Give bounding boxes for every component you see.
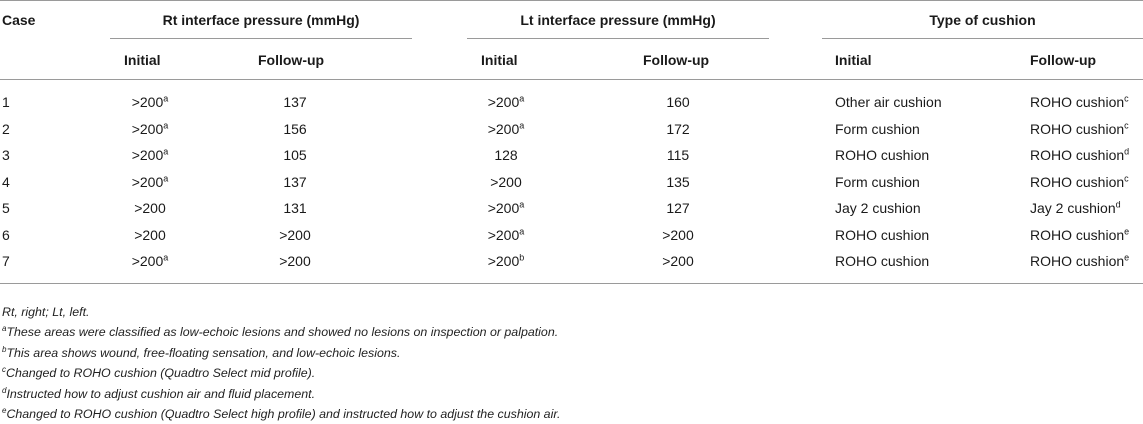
cell-lt-initial: >200 [490,173,522,190]
cell-lt-initial: $>200^a$ [487,119,525,137]
cell-lt-followup: 115 [666,147,690,163]
cell-lt-initial: $>200^b$ [487,252,525,269]
bottom-rule [0,283,1143,284]
lt-group-rule [467,38,769,39]
cell-case: 7 [2,253,10,269]
cell-rt-followup: 137 [283,173,307,190]
cell-lt-initial: $>200^a$ [487,199,525,216]
cell-cushion-initial: ROHO cushion [835,226,930,243]
cell-cushion-initial: Form cushion [835,173,920,190]
cell-lt-initial: $>200^a$ [487,225,525,243]
cell-cushion-initial: Jay 2 cushion [835,200,921,216]
footnotes [2,302,560,424]
table-row [0,225,1143,252]
footnote-e: $^e$Changed to ROHO cushion (Quadtro Select high profile) and instructed how to adjust the cushion air. [2,405,561,421]
cell-cushion-followup: ROHO cushion$^c$ [1030,119,1129,137]
header-cushion-initial: Initial [835,52,872,68]
cell-cushion-followup: ROHO cushion$^c$ [1030,93,1129,110]
table-row [0,145,1143,172]
cell-lt-followup: >200 [662,226,694,243]
table-row [0,251,1143,278]
cell-rt-initial: $>200^a$ [131,252,169,269]
cell-case: 5 [2,200,10,216]
cell-cushion-initial: Form cushion [835,120,920,137]
cell-cushion-followup: ROHO cushion$^e$ [1030,252,1130,269]
table-row [0,119,1143,146]
cell-case: 1 [2,94,10,110]
cell-rt-followup: 137 [283,94,307,110]
cell-rt-followup: 156 [283,120,307,137]
header-case-label: Case [2,12,36,28]
cell-cushion-initial: Other air cushion [835,94,942,110]
cell-lt-followup: 172 [666,120,690,137]
cell-case: 3 [2,147,10,163]
cell-rt-initial: >200 [134,226,166,243]
cell-rt-initial: $>200^a$ [131,119,169,137]
header-rt-followup: Follow-up [258,52,325,68]
cell-case: 6 [2,226,10,243]
footnote-b: $^b$This area shows wound, free-floating sensation, and low-echoic lesions. [2,344,401,360]
cell-rt-initial: $>200^a$ [131,172,169,190]
cell-cushion-initial: ROHO cushion [835,147,930,163]
header-lt-pressure: Lt interface pressure (mmHg) [520,12,716,28]
table-row [0,172,1143,199]
cell-rt-initial: $>200^a$ [131,146,169,163]
table-row [0,198,1143,225]
cell-lt-followup: 127 [666,200,690,216]
cell-rt-initial: >200 [134,200,166,216]
cell-lt-followup: >200 [662,253,694,269]
cell-lt-initial: 128 [494,147,518,163]
footnote-c: $^c$Changed to ROHO cushion (Quadtro Select mid profile). [2,365,316,381]
footnote-a: $^a$These areas were classified as low-echoic lesions and showed no lesions on inspection or palpation. [2,324,559,340]
cell-cushion-initial: ROHO cushion [835,253,930,269]
cell-cushion-followup: ROHO cushion$^e$ [1030,225,1130,243]
cell-lt-initial: $>200^a$ [487,93,525,110]
table-row [0,92,1143,119]
cell-rt-followup: 105 [283,147,307,163]
cell-lt-followup: 160 [666,94,690,110]
header-cushion-type: Type of cushion [929,12,1036,28]
cell-cushion-followup: ROHO cushion$^d$ [1030,146,1130,163]
rt-group-rule [110,38,412,39]
cell-lt-followup: 135 [666,173,690,190]
cell-case: 4 [2,173,10,190]
cell-rt-followup: >200 [279,226,311,243]
header-lt-initial: Initial [481,52,518,68]
footnote-d: $^d$Instructed how to adjust cushion air and fluid placement. [2,385,316,401]
cell-case: 2 [2,120,10,137]
header-rule [0,79,1143,80]
cell-rt-followup: 131 [283,200,307,216]
header-rt-pressure: Rt interface pressure (mmHg) [162,12,360,28]
cell-rt-followup: >200 [279,253,311,269]
header-cushion-followup: Follow-up [1030,52,1097,68]
cell-rt-initial: $>200^a$ [131,93,169,110]
footnote-abbrev: Rt, right; Lt, left. [2,305,90,319]
cell-cushion-followup: ROHO cushion$^c$ [1030,172,1129,190]
cushion-group-rule [822,38,1143,39]
header-lt-followup: Follow-up [643,52,710,68]
header-rt-initial: Initial [124,52,161,68]
cell-cushion-followup: Jay 2 cushion$^d$ [1030,199,1121,216]
